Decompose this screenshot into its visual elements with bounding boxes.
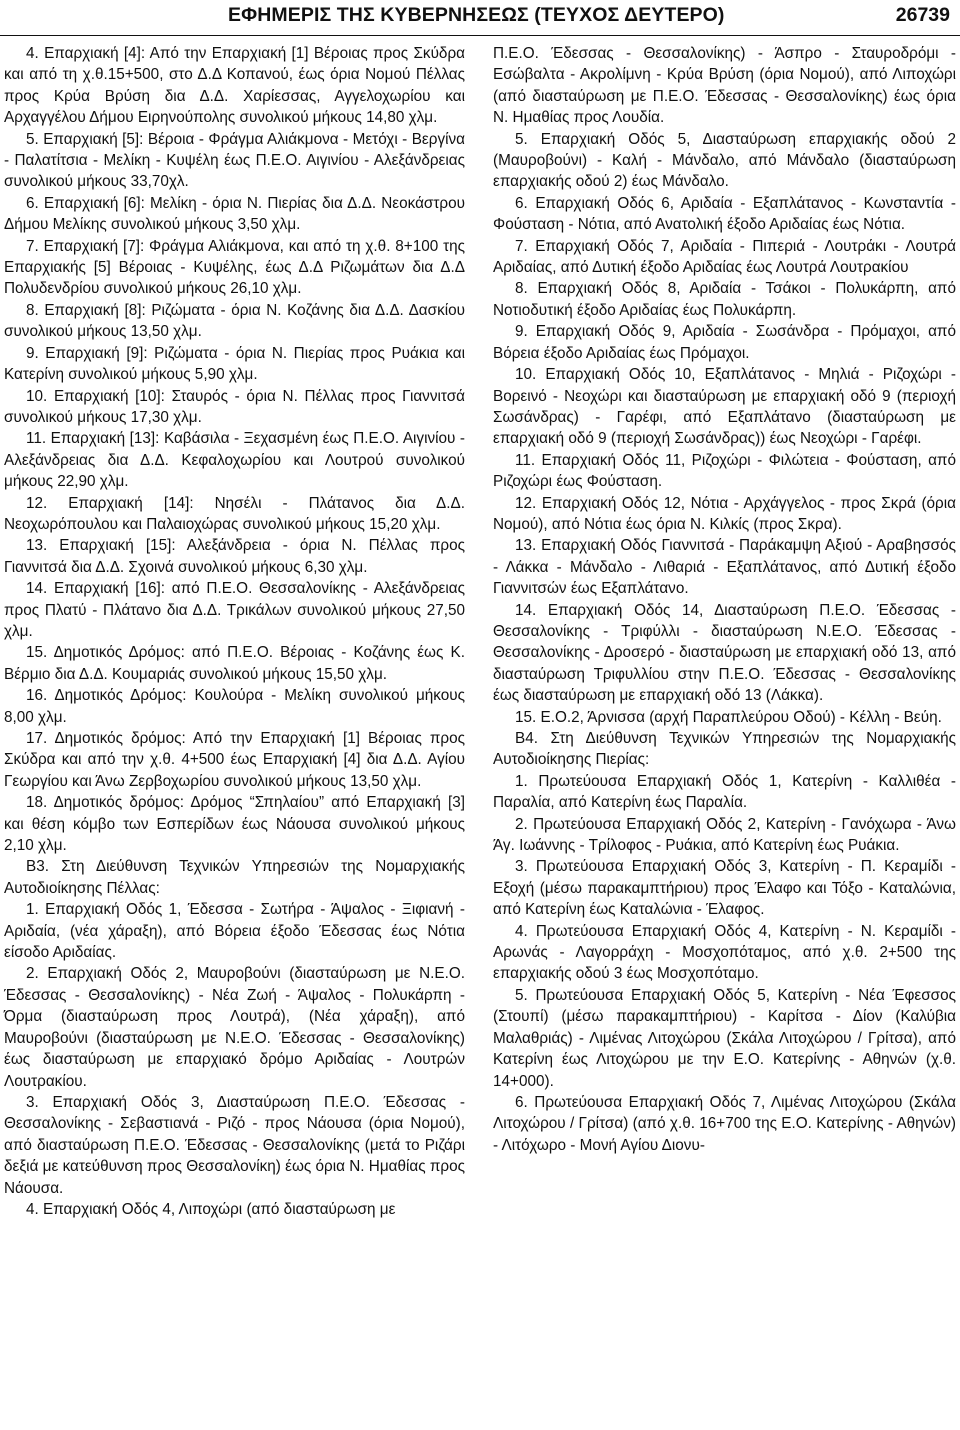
paragraph: 4. Επαρχιακή [4]: Από την Επαρχιακή [1] Βέροιας προς Σκύδρα και από τη χ.θ.15+500, στο Δ.Δ Κοπανού, έως όρια Νομού Πέλλας προς Κρύα Βρύση δια Δ.Δ. Χαρίεσσας, Αγγελοχωρίου και Αρχαγγέλου Δήμου Ειρηνούπολης συνολικού μήκους 14,80 χλμ. <box>4 45 465 127</box>
paragraph: 6. Επαρχιακή [6]: Μελίκη - όρια Ν. Πιερίας δια Δ.Δ. Νεοκάστρου Δήμου Μελίκης συνολικού μήκους 3,50 χλμ. <box>4 194 465 234</box>
paragraph: 5. Πρωτεύουσα Επαρχιακή Οδός 5, Κατερίνη - Νέα Έφεσσος (Στουπί) (μέσω παρακαμπτήριου) - Καρίτσα - Δίον (Καλύβια Μαλαθριάς) - Λιμένας Λιτοχώρου (Σκάλα Λιτοχώρου / Γρίτσα), από Κατερίνη έως Λιτοχώρου με την Ε.Ο. Κατερίνης - Αθηνών (χ.θ. 14+000). <box>493 986 956 1090</box>
paragraph: 8. Επαρχιακή Οδός 8, Αριδαία - Τσάκοι - Πολυκάρπη, από Νοτιοδυτική έξοδο Αριδαίας έως Πολυκάρπη. <box>493 280 956 319</box>
section-heading: Β4. Στη Διεύθυνση Τεχνικών Υπηρεσιών της Νομαρχιακής Αυτοδιοίκησης Πιερίας: <box>493 730 956 769</box>
paragraph: 14. Επαρχιακή Οδός 14, Διασταύρωση Π.Ε.Ο. Έδεσσας - Θεσσαλονίκης - Τριφύλλι - διασταύρωση Ν.Ε.Ο. Έδεσσας - Θεσσαλονίκης - Δροσερό - διασταύρωση με επαρχιακή οδό 13, από διασταύρωση Τριφυλλίου στην Π.Ε.Ο. Έδεσσας - Θεσσαλονίκης έως διασταύρωση με επαρχιακή οδό 13 (Λάκκα). <box>493 601 956 705</box>
paragraph: 9. Επαρχιακή [9]: Ριζώματα - όρια Ν. Πιερίας προς Ρυάκια και Κατερίνη συνολικού μήκους 5,90 χλμ. <box>4 344 465 384</box>
paragraph: 17. Δημοτικός δρόμος: Από την Επαρχιακή [1] Βέροιας προς Σκύδρα και από την χ.θ. 4+500 έως Επαρχιακή [4] δια Δ.Δ. Αγίου Γεωργίου και Άνω Ζερβοχωρίου συνολικού μήκους 13,50 χλμ. <box>4 730 465 790</box>
page-header <box>0 0 960 40</box>
paragraph: 11. Επαρχιακή [13]: Καβάσιλα - Ξεχασμένη έως Π.Ε.Ο. Αιγινίου - Αλεξάνδρειας δια Δ.Δ. Κεφαλοχωρίου και Λουτρού συνολικού μήκους 22,90 χλμ. <box>4 430 465 491</box>
paragraph: 1. Πρωτεύουσα Επαρχιακή Οδός 1, Κατερίνη - Καλλιθέα - Παραλία, από Κατερίνη έως Παραλία. <box>493 772 956 812</box>
header-divider <box>0 35 960 36</box>
paragraph: 8. Επαρχιακή [8]: Ριζώματα - όρια Ν. Κοζάνης δια Δ.Δ. Δασκίου συνολικού μήκους 13,50 χλμ. <box>4 301 465 341</box>
paragraph: 3. Επαρχιακή Οδός 3, Διασταύρωση Π.Ε.Ο. Έδεσσας - Θεσσαλονίκης - Σεβαστιανά - Ριζό - προς Νάουσα (όρια Νομού), από διασταύρωση Π.Ε.Ο. Έδεσσας - Θεσσαλονίκης (μετά το Ριζάρι δεξιά με κατεύθυνση προς Θεσσαλονίκη) έως όρια Ν. Ημαθίας προς Νάουσα. <box>4 1093 465 1197</box>
paragraph: 7. Επαρχιακή Οδός 7, Αριδαία - Πιπεριά - Λουτράκι - Λουτρά Αριδαίας, από Δυτική έξοδο Αριδαίας έως Λουτρά Λουτρακίου <box>493 237 956 277</box>
paragraph: 10. Επαρχιακή Οδός 10, Εξαπλάτανος - Μηλιά - Ριζοχώρι - Βορεινό - Νεοχώρι και διασταύρωση με επαρχιακή οδό 9 (περιοχή Σωσάνδρας) - Γαρέφι, από Εξαπλάτανο (διασταύρωση με επαρχιακή οδό 9 (περιοχή Σωσάνδρας)) έως Νεοχώρι - Γαρέφι. <box>493 366 956 448</box>
paragraph: 3. Πρωτεύουσα Επαρχιακή Οδός 3, Κατερίνη - Π. Κεραμίδι - Εξοχή (μέσω παρακαμπτήριου) προς Έλαφο και Τόξο - Καταλώνια, από Κατερίνη έως Καταλώνια - Έλαφος. <box>493 858 956 919</box>
paragraph: 11. Επαρχιακή Οδός 11, Ριζοχώρι - Φιλώτεια - Φούσταση, από Ριζοχώρι έως Φούσταση. <box>493 451 956 491</box>
paragraph: 9. Επαρχιακή Οδός 9, Αριδαία - Σωσάνδρα - Πρόμαχοι, από Βόρεια έξοδο Αριδαίας έως Πρόμαχοι. <box>493 323 956 362</box>
left-column <box>4 43 465 1220</box>
paragraph: 13. Επαρχιακή Οδός Γιαννιτσά - Παράκαμψη Αξιού - Αραβησσός - Λάκκα - Μάνδαλο - Λιθαριά - Εξαπλάτανος, από Δυτική έξοδο Γιαννιτσών έως Εξαπλάτανο. <box>493 537 956 598</box>
paragraph: 14. Επαρχιακή [16]: από Π.Ε.Ο. Θεσσαλονίκης - Αλεξάνδρειας προς Πλατύ - Πλάτανο δια Δ.Δ. Τρικάλων συνολικού μήκους 27,50 χλμ. <box>4 580 465 640</box>
right-column <box>493 43 956 1156</box>
paragraph: 5. Επαρχιακή [5]: Βέροια - Φράγμα Αλιάκμονα - Μετόχι - Βεργίνα - Παλατίτσια - Μελίκη - Κυψέλη έως Π.Ε.Ο. Αιγινίου - Αλεξάνδρειας συνολικού μήκους 33,70χλ. <box>4 130 465 191</box>
paragraph: 6. Πρωτεύουσα Επαρχιακή Οδός 7, Λιμένας Λιτοχώρου (Σκάλα Λιτοχώρου / Γρίτσα) (από χ.θ. 16+700 της Ε.Ο. Κατερίνης - Αθηνών) - Λιτόχωρο - Μονή Αγίου Διονυ- <box>493 1093 956 1154</box>
paragraph: 5. Επαρχιακή Οδός 5, Διασταύρωση επαρχιακής οδού 2 (Μαυροβούνι) - Καλή - Μάνδαλο, από Μάνδαλο (διασταύρωση επαρχιακής οδού 2) έως Μάνδαλο. <box>493 130 956 191</box>
paragraph: 13. Επαρχιακή [15]: Αλεξάνδρεια - όρια Ν. Πέλλας προς Γιαννιτσά δια Δ.Δ. Σχοινά συνολικού μήκους 6,30 χλμ. <box>4 537 465 576</box>
paragraph-continuation: Π.Ε.Ο. Έδεσσας - Θεσσαλονίκης) - Άσπρο - Σταυροδρόμι - Εσώβαλτα - Ακρολίμνη - Κρύα Βρύση (όρια Νομού), από Λιποχώρι (από διασταύρωση με Π.Ε.Ο. Έδεσσας - Θεσσαλονίκης) έως όρια Ν. Ημαθίας προς Λουδία. <box>493 45 956 127</box>
paragraph: 15. Ε.Ο.2, Άρνισσα (αρχή Παραπλεύρου Οδού) - Κέλλη - Βεύη. <box>515 708 942 726</box>
paragraph: 15. Δημοτικός Δρόμος: από Π.Ε.Ο. Βέροιας - Κοζάνης έως Κ. Βέρμιο δια Δ.Δ. Κουμαριάς συνολικού μήκους 15,50 χλμ. <box>4 644 465 683</box>
paragraph: 6. Επαρχιακή Οδός 6, Αριδαία - Εξαπλάτανος - Κωνσταντία - Φούσταση - Νότια, από Ανατολική έξοδο Αριδαίας έως Νότια. <box>493 194 956 234</box>
gazette-title: ΕΦΗΜΕΡΙΣ ΤΗΣ ΚΥΒΕΡΝΗΣΕΩΣ (ΤΕΥΧΟΣ ΔΕΥΤΕΡΟ) <box>228 4 725 26</box>
paragraph: 12. Επαρχιακή [14]: Νησέλι - Πλάτανος δια Δ.Δ. Νεοχωρόπουλου και Παλαιοχώρας συνολικού μήκους 15,20 χλμ. <box>4 494 465 533</box>
paragraph: 4. Επαρχιακή Οδός 4, Λιποχώρι (από διασταύρωση με <box>26 1200 396 1218</box>
paragraph: 10. Επαρχιακή [10]: Σταυρός - όρια Ν. Πέλλας προς Γιαννιτσά συνολικού μήκους 17,30 χλμ. <box>4 387 465 426</box>
section-heading: Β3. Στη Διεύθυνση Τεχνικών Υπηρεσιών της Νομαρχιακής Αυτοδιοίκησης Πέλλας: <box>4 858 465 897</box>
paragraph: 18. Δημοτικός δρόμος: Δρόμος “Σπηλαίου” από Επαρχιακή [3] και θέση κόμβο των Εσπερίδων έως Νάουσα συνολικού μήκους 2,10 χλμ. <box>4 794 465 855</box>
paragraph: 7. Επαρχιακή [7]: Φράγμα Αλιάκμονα, και από τη χ.θ. 8+100 της Επαρχιακής [5] Βέροιας - Κυψέλης, έως Δ.Δ Ριζωμάτων δια Δ.Δ Πολυδενδρίου συνολικού μήκους 26,10 χλμ. <box>4 237 465 298</box>
paragraph: 2. Πρωτεύουσα Επαρχιακή Οδός 2, Κατερίνη - Γανόχωρα - Άνω Άγ. Ιωάννης - Τρίλοφος - Ρυάκια, από Κατερίνη έως Ρυάκια. <box>493 815 956 855</box>
page-number: 26739 <box>895 4 950 26</box>
paragraph: 2. Επαρχιακή Οδός 2, Μαυροβούνι (διασταύρωση με Ν.Ε.Ο. Έδεσσας - Θεσσαλονίκης) - Νέα Ζωή - Άψαλος - Πολυκάρπη - Όρμα (διασταύρωση προς Λουτρά), (Νέα χάραξη), από Μαυροβούνι (διασταύρωση με Ν.Ε.Ο. Έδεσσας - Θεσσαλονίκης) έως διασταύρωση με επαρχιακό δρόμο Αριδαίας - Λουτρών Λουτρακίου. <box>4 965 465 1090</box>
paragraph: 4. Πρωτεύουσα Επαρχιακή Οδός 4, Κατερίνη - Ν. Κεραμίδι - Αρωνάς - Λαγορράχη - Μοσχοπόταμος, από χ.θ. 2+500 της επαρχιακής οδού 3 έως Μοσχοπόταμο. <box>493 922 956 983</box>
paragraph: 12. Επαρχιακή Οδός 12, Νότια - Αρχάγγελος - προς Σκρά (όρια Νομού), από Νότια έως όρια Ν. Κιλκίς (προς Σκρα). <box>493 494 956 533</box>
paragraph: 16. Δημοτικός Δρόμος: Κουλούρα - Μελίκη συνολικού μήκους 8,00 χλμ. <box>4 687 465 726</box>
paragraph: 1. Επαρχιακή Οδός 1, Έδεσσα - Σωτήρα - Άψαλος - Ξιφιανή - Αριδαία, (νέα χάραξη), από Βόρεια έξοδο Έδεσσας έως Νότια είσοδο Αριδαίας. <box>4 901 465 962</box>
